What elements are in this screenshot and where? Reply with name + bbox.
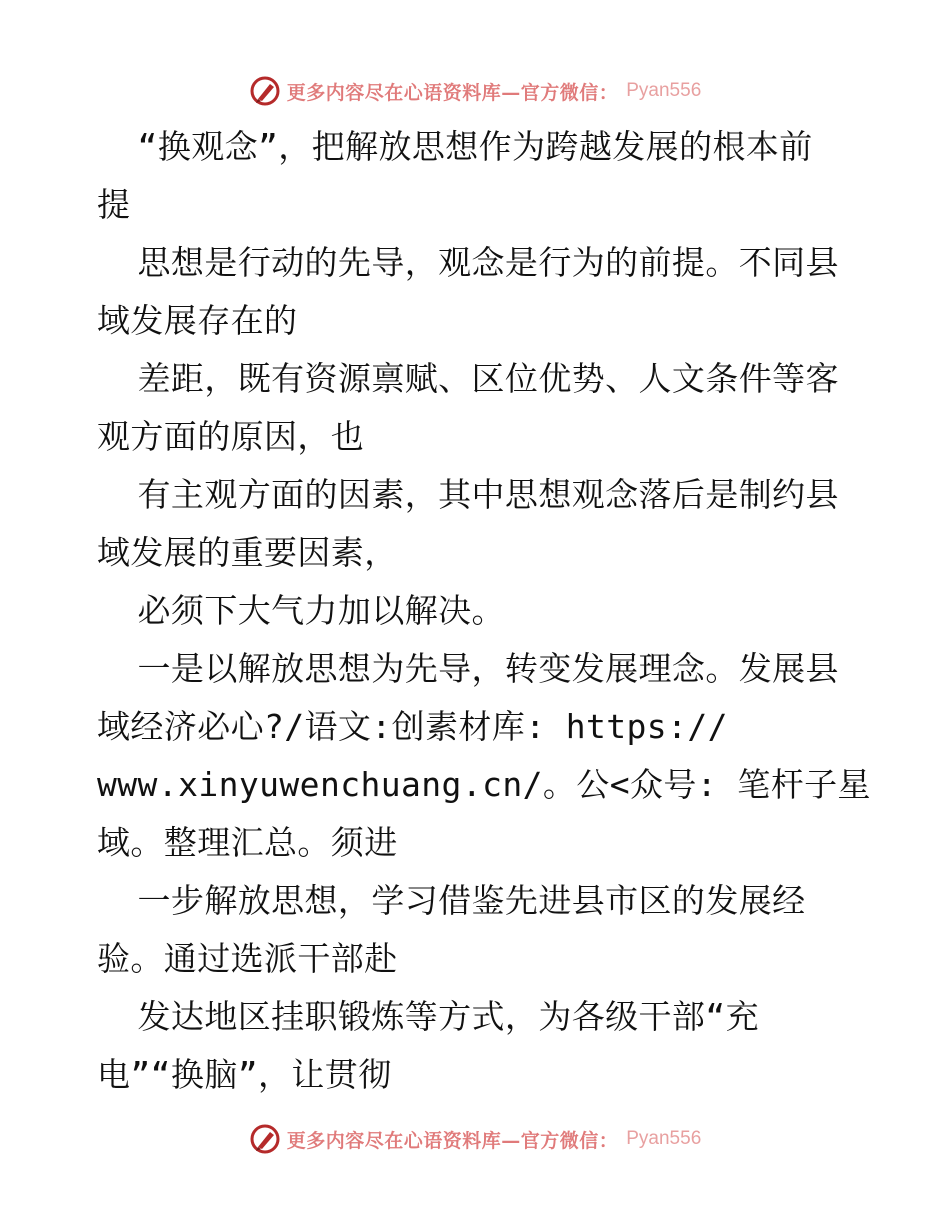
text-line: 差距，既有资源禀赋、区位优势、人文条件等客 bbox=[97, 359, 839, 398]
text-line: 思想是行动的先导，观念是行为的前提。不同县 bbox=[97, 243, 839, 282]
text-line: 发达地区挂职锻炼等方式，为各级干部“充 bbox=[97, 997, 760, 1036]
header-watermark bbox=[0, 71, 950, 111]
watermark-wechat-id: Pyan556 bbox=[626, 1128, 702, 1149]
text-line: 必须下大气力加以解决。 bbox=[97, 591, 505, 630]
text-line: 验。通过选派干部赴 bbox=[97, 939, 398, 978]
text-line: 域发展存在的 bbox=[97, 301, 298, 340]
text-line: 观方面的原因，也 bbox=[97, 417, 365, 456]
text-line: 一是以解放思想为先导，转变发展理念。发展县 bbox=[97, 649, 839, 688]
watermark-text: 更多内容尽在心语资料库—官方微信： bbox=[286, 1129, 619, 1152]
text-line: 提 bbox=[97, 185, 131, 224]
text-line: 一步解放思想，学习借鉴先进县市区的发展经 bbox=[97, 881, 806, 920]
text-line: “换观念”，把解放思想作为跨越发展的根本前 bbox=[97, 127, 813, 166]
footer-watermark bbox=[0, 1119, 950, 1159]
text-line: 域。整理汇总。须进 bbox=[97, 823, 398, 862]
watermark-wechat-id: Pyan556 bbox=[626, 80, 702, 101]
pen-logo-icon bbox=[249, 1123, 281, 1155]
text-line: 电”“换脑”，让贯彻 bbox=[97, 1055, 392, 1094]
pen-logo-icon bbox=[249, 75, 281, 107]
text-line: 域经济必心?/语文:创素材库: https:// bbox=[97, 707, 728, 746]
text-line: 域发展的重要因素， bbox=[97, 533, 398, 572]
watermark-text: 更多内容尽在心语资料库—官方微信： bbox=[286, 81, 619, 104]
text-line: 有主观方面的因素，其中思想观念落后是制约县 bbox=[97, 475, 839, 514]
document-body bbox=[97, 118, 871, 1104]
text-line: www.xinyuwenchuang.cn/。公<众号: 笔杆子星 bbox=[97, 765, 871, 804]
